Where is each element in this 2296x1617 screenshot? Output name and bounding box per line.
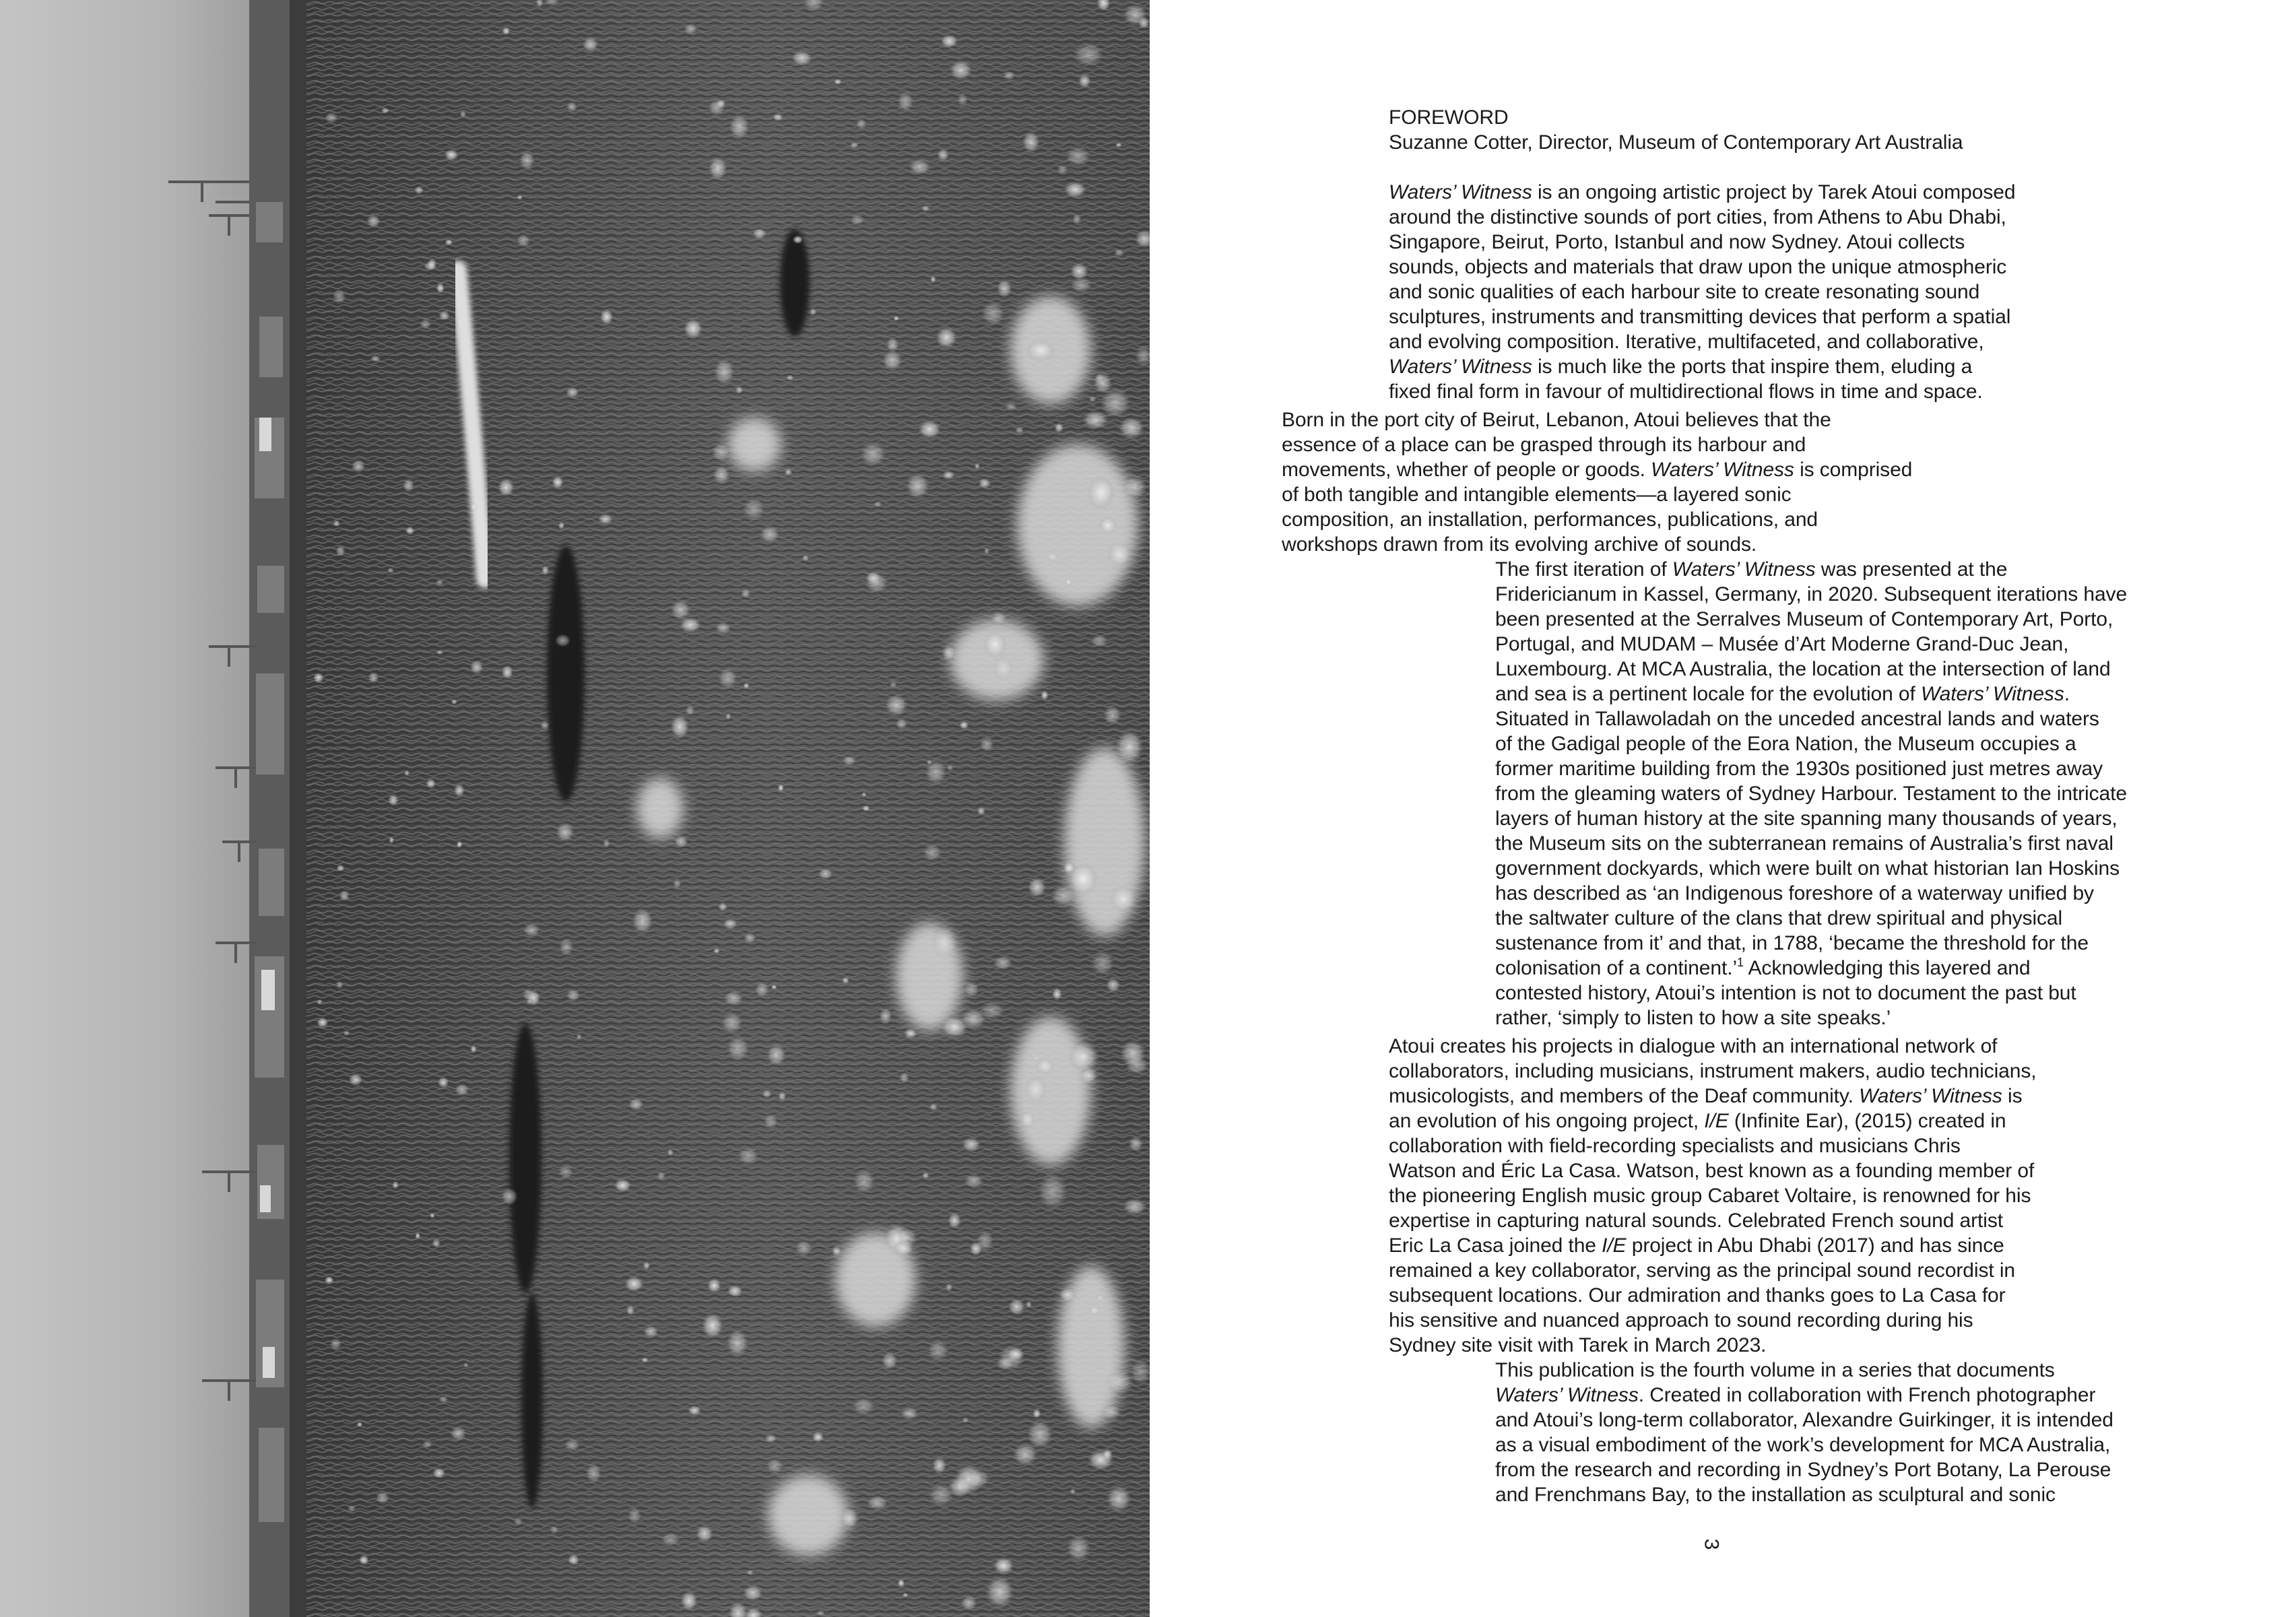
text-line: been presented at the Serralves Museum of Contemporary Art, Porto,: [1495, 608, 2113, 630]
text-line: and Atoui’s long-term collaborator, Alexandre Guirkinger, it is intended: [1495, 1409, 2113, 1431]
text-line: the saltwater culture of the clans that drew spiritual and physical: [1495, 907, 2063, 929]
heading: [1389, 105, 1963, 155]
text-line: sculptures, instruments and transmitting devices that perform a spatial: [1389, 306, 2011, 328]
text-line: the pioneering English music group Cabaret Voltaire, is renowned for his: [1389, 1185, 2031, 1207]
text-line: former maritime building from the 1930s positioned just metres away: [1495, 758, 2103, 780]
text-line: Watson and Éric La Casa. Watson, best known as a founding member of: [1389, 1160, 2035, 1182]
text-line: subsequent locations. Our admiration and thanks goes to La Casa for: [1389, 1284, 2006, 1307]
text-line: Atoui creates his projects in dialogue with an international network of: [1389, 1035, 1998, 1057]
text-line: This publication is the fourth volume in a series that documents: [1495, 1359, 2055, 1381]
text-line: remained a key collaborator, serving as the principal sound recordist in: [1389, 1259, 2015, 1282]
text-line: Waters’ Witness is much like the ports that inspire them, eluding a: [1389, 356, 1973, 378]
text-line: as a visual embodiment of the work’s development for MCA Australia,: [1495, 1434, 2111, 1456]
text-line: workshops drawn from its evolving archive of sounds.: [1282, 533, 1757, 556]
text-line: sounds, objects and materials that draw upon the unique atmospheric: [1389, 256, 2007, 278]
text-line: Waters’ Witness is an ongoing artistic project by Tarek Atoui composed: [1389, 181, 2016, 203]
paragraph-1: [1389, 180, 2015, 404]
text-line: The first iteration of Waters’ Witness was presented at the: [1495, 558, 2008, 581]
paragraph-4: [1389, 1034, 2037, 1358]
text-line: collaboration with field-recording specialists and musicians Chris: [1389, 1135, 1961, 1157]
text-line: essence of a place can be grasped through its harbour and: [1282, 434, 1806, 456]
text-line: government dockyards, which were built on what historian Ian Hoskins: [1495, 857, 2120, 880]
foreword-title: FOREWORD: [1389, 106, 1509, 129]
text-line: an evolution of his ongoing project, I/E (Infinite Ear), (2015) created in: [1389, 1110, 2006, 1132]
text-line: Waters’ Witness. Created in collaboration with French photographer: [1495, 1384, 2096, 1406]
text-line: collaborators, including musicians, instrument makers, audio technicians,: [1389, 1060, 2037, 1082]
text-line: Portugal, and MUDAM – Musée d’Art Moderne Grand-Duc Jean,: [1495, 633, 2069, 655]
text-line: fixed final form in favour of multidirectional flows in time and space.: [1389, 381, 1983, 403]
text-line: Eric La Casa joined the I/E project in Abu Dhabi (2017) and has since: [1389, 1234, 2004, 1257]
text-line: layers of human history at the site spanning many thousands of years,: [1495, 807, 2118, 830]
paragraph-2: [1282, 407, 1912, 557]
text-line: rather, ‘simply to listen to how a site speaks.’: [1495, 1007, 1891, 1029]
foreword-byline: Suzanne Cotter, Director, Museum of Contemporary Art Australia: [1389, 131, 1963, 154]
paragraph-5: [1495, 1358, 2113, 1507]
text-line: composition, an installation, performances, publications, and: [1282, 508, 1818, 531]
text-line: and sonic qualities of each harbour site to create resonating sound: [1389, 281, 1980, 303]
text-line: his sensitive and nuanced approach to sound recording during his: [1389, 1309, 1973, 1331]
text-line: expertise in capturing natural sounds. Celebrated French sound artist: [1389, 1210, 2003, 1232]
text-line: of the Gadigal people of the Eora Nation, the Museum occupies a: [1495, 733, 2076, 755]
text-line: of both tangible and intangible elements—a layered sonic: [1282, 484, 1792, 506]
text-line: and Frenchmans Bay, to the installation as sculptural and sonic: [1495, 1484, 2056, 1506]
text-line: Situated in Tallawoladah on the unceded ancestral lands and waters: [1495, 708, 2099, 730]
text-line: Luxembourg. At MCA Australia, the location at the intersection of land: [1495, 658, 2111, 680]
text-line: from the research and recording in Sydney’s Port Botany, La Perouse: [1495, 1459, 2111, 1481]
text-line: around the distinctive sounds of port cities, from Athens to Abu Dhabi,: [1389, 206, 2006, 228]
text-line: Sydney site visit with Tarek in March 2023.: [1389, 1334, 1767, 1356]
text-line: contested history, Atoui’s intention is not to document the past but: [1495, 982, 2076, 1004]
text-line: musicologists, and members of the Deaf community. Waters’ Witness is: [1389, 1085, 2023, 1107]
text-line: has described as ‘an Indigenous foreshore of a waterway unified by: [1495, 882, 2094, 904]
text-line: and sea is a pertinent locale for the evolution of Waters’ Witness.: [1495, 683, 2070, 705]
text-line: colonisation of a continent.’$^1$ Acknowledging this layered and: [1495, 956, 2031, 979]
paragraph-3: [1495, 557, 2127, 1030]
text-line: movements, whether of people or goods. Waters’ Witness is comprised: [1282, 459, 1913, 481]
page-number: 3: [1700, 1538, 1723, 1550]
text-line: Fridericianum in Kassel, Germany, in 2020. Subsequent iterations have: [1495, 583, 2128, 605]
text-line: sustenance from it’ and that, in 1788, ‘became the threshold for the: [1495, 932, 2089, 954]
text-line: and evolving composition. Iterative, multifaceted, and collaborative,: [1389, 331, 1984, 353]
text-line: from the gleaming waters of Sydney Harbour. Testament to the intricate: [1495, 783, 2127, 805]
text-line: the Museum sits on the subterranean remains of Australia’s first naval: [1495, 832, 2113, 855]
text-line: Born in the port city of Beirut, Lebanon, Atoui believes that the: [1282, 409, 1831, 431]
text-line: Singapore, Beirut, Porto, Istanbul and now Sydney. Atoui collects: [1389, 231, 1965, 253]
text-page: [1150, 0, 2296, 1617]
